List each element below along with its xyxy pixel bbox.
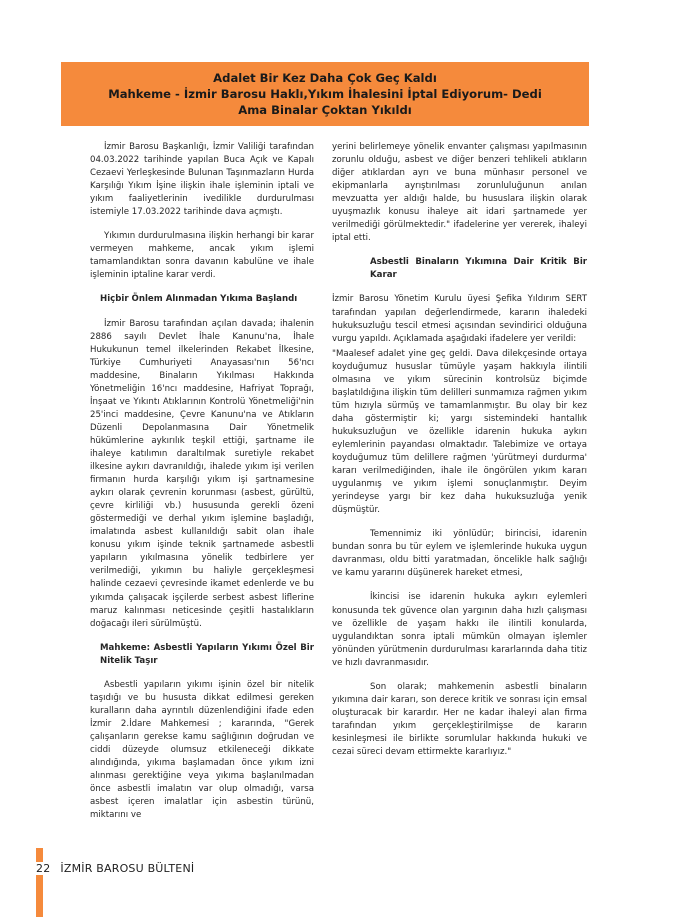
quote-paragraph: "Maalesef adalet yine geç geldi. Dava dilekçesinde ortaya koyduğumuz hususlar tümüyle yaşam hakkıyla ilintili olmasına ve yıkım sürecinin kontrolsüz biçimde başlatıldığına ilişkin tüm delilleri sunmamıza rağmen yıkım tüm hızıyla sürmüş ve tamamlanmıştır. Bu olay bir kez daha göstermiştir ki; yargı sistemindeki hantallık hukuksuzluğun ve özellikle idarenin hukuka aykırı eylemlerinin payandası olmaktadır. Talebimize ve ortaya koyduğumuz tüm delillere rağmen 'yürütmeyi durdurma' kararı verilmediğinden, ihale ile öngörülen yıkım kararı uygulanmış ve yıkım işlemi sonuçlanmıştır. Deyim yerindeyse yargı bir kez daha hukuksuzluğa yenik düşmüştür. (332, 348, 587, 516)
article-title-line-1: Adalet Bir Kez Daha Çok Geç Kaldı (213, 71, 437, 85)
article-title-line-2: Mahkeme - İzmir Barosu Haklı,Yıkım İhalesini İptal Ediyorum- Dedi (108, 87, 542, 101)
article-title-banner (61, 62, 589, 126)
section-heading: Mahkeme: Asbestli Yapıların Yıkımı Özel Bir Nitelik Taşır (100, 642, 314, 666)
section-heading: Asbestli Binaların Yıkımına Dair Kritik Bir Karar (370, 257, 587, 281)
paragraph: İzmir Barosu tarafından açılan davada; ihalenin 2886 sayılı Devlet İhale Kanunu'na, İhale Hukukunun temel ilkelerinden Rekabet İlkesine, Türkiye Cumhuriyeti Anayasası'nın 56'ncı maddesine, Binaların Yıkılması Hakkında Yönetmeliğin 16'ncı maddesine, Hafriyat Toprağı, İnşaat ve Yıkıntı Atıklarının Kontrolü Yönetmeliği'nin 25'inci maddesine, Çevre Kanunu'na ve Atıkların Düzenli Depolanmasına Dair Yönetmelik hükümlerine aykırılık teşkil ettiği, şartname ile ihaleye katılımın daraltılmak suretiyle rekabet ilkesine aykırı davranıldığı, ihalede yıkım işi verilen firmanın hurda karşılığı yıkım işi şartnamesine aykırı olarak çevrenin korunması (asbest, gürültü, çevre kirliliği vb.) hususunda gerekli özeni göstermediği ve derhal yıkım işlemine başladığı, imalatında asbest kullanıldığı sabit olan ihale konusu yıkım işinde teknik şartnamede asbestli yapıların yıkılmasına yönelik tedbirlere yer verilmediği, yıkımın bu haliyle gerçekleşmesi halinde cezaevi çevresinde ikamet edenlerde ve bu yıkımda çalışacak işçilerde serbest asbest liflerine maruz kalınması neticesinde çeşitli hastalıkların doğacağı ileri sürülmüştü. (90, 318, 314, 629)
page-number: 22 (36, 862, 51, 875)
paragraph: İzmir Barosu Başkanlığı, İzmir Valiliği tarafından 04.03.2022 tarihinde yapılan Buca Açık ve Kapalı Cezaevi Yerleşkesinde Bulunan Taşınmazların Hurda Karşılığı Yıkım İşine ilişkin ihale işleminin iptali ve yıkım faaliyetlerinin ivedilikle durdurulması istemiyle 17.03.2022 tarihinde dava açmıştı. (90, 142, 314, 218)
quote-paragraph: Son olarak; mahkemenin asbestli binaların yıkımına dair kararı, son derece kritik ve sonrası için emsal oluşturacak bir karardır. Her ne kadar ihaleyi alan firma tarafından yıkım gerçekleştirilmişse de kararın kesinleşmesi ile birlikte sorumlular hakkında hukuki ve cezai süreci devam ettirmekte kararlıyız." (332, 681, 587, 757)
publication-name: İZMİR BAROSU BÜLTENİ (60, 862, 195, 875)
paragraph: İzmir Barosu Yönetim Kurulu üyesi Şefika Yıldırım SERT tarafından yapılan değerlendirmede, kararın ihaledeki hukuksuzluğu tescil etmesi açısından sevindirici olduğuna vurgu yapıldı. Açıklamada aşağıdaki ifadelere yer verildi: (332, 294, 587, 344)
left-column (90, 141, 314, 833)
section-heading: Hiçbir Önlem Alınmadan Yıkıma Başlandı (100, 294, 298, 305)
quote-paragraph: Temennimiz iki yönlüdür; birincisi, idarenin bundan sonra bu tür eylem ve işlemlerinde hukuka uygun davranması, oldu bitti yaratmadan, öncelikle halk sağlığı ve kamu yararını düşünerek hareket etmesi, (332, 529, 587, 579)
footer-accent-bar (36, 848, 43, 917)
right-column (332, 141, 587, 770)
paragraph: yerini belirlemeye yönelik envanter çalışması yapılmasının zorunlu olduğu, asbest ve diğer benzeri tehlikeli atıkların diğer atıklardan ayrı ve buna münhasır personel ve ekipmanlarla ayrıştırılması zorunluluğunun anılan mevzuatta yer aldığı halde, bu hususlara ilişkin olarak uyuşmazlık konusu ihaleye ait idari şartnamede yer verilmediği görülmektedir." ifadelerine yer vererek, ihaleyi iptal etti. (332, 142, 587, 244)
paragraph: Asbestli yapıların yıkımı işinin özel bir nitelik taşıdığı ve bu hususta dikkat edilmesi gereken kuralların daha ayrıntılı düzenlendiğini ifade eden İzmir 2.İdare Mahkemesi ; kararında, "Gerek çalışanların gerekse kamu sağlığının doğrudan ve ciddi düzeyde olumsuz etkileneceği dikkate alındığında, yıkıma başlamadan önce yıkım izni alınması gerektiğine veya yıkıma başlanılmadan önce asbestli imalatın var olup olmadığı, varsa asbest içeren imalatlar için asbestin türünü, miktarını ve (90, 679, 314, 821)
paragraph: Yıkımın durdurulmasına ilişkin herhangi bir karar vermeyen mahkeme, ancak yıkım işlemi tamamlandıktan sonra davanın kabulüne ve ihale işleminin iptaline karar verdi. (90, 231, 314, 281)
article-title-line-3: Ama Binalar Çoktan Yıkıldı (238, 103, 412, 117)
page-footer (36, 862, 198, 875)
quote-paragraph: İkincisi ise idarenin hukuka aykırı eylemleri konusunda tek güvence olan yargının daha hızlı çalışması ve özellikle de yaşam hakkı ile ilintili konularda, uygulandıktan sonra iptali mümkün olmayan işlemler yönünden yürütmenin durdurulması kararlarında daha titiz ve hızlı davranmasıdır. (332, 592, 587, 668)
